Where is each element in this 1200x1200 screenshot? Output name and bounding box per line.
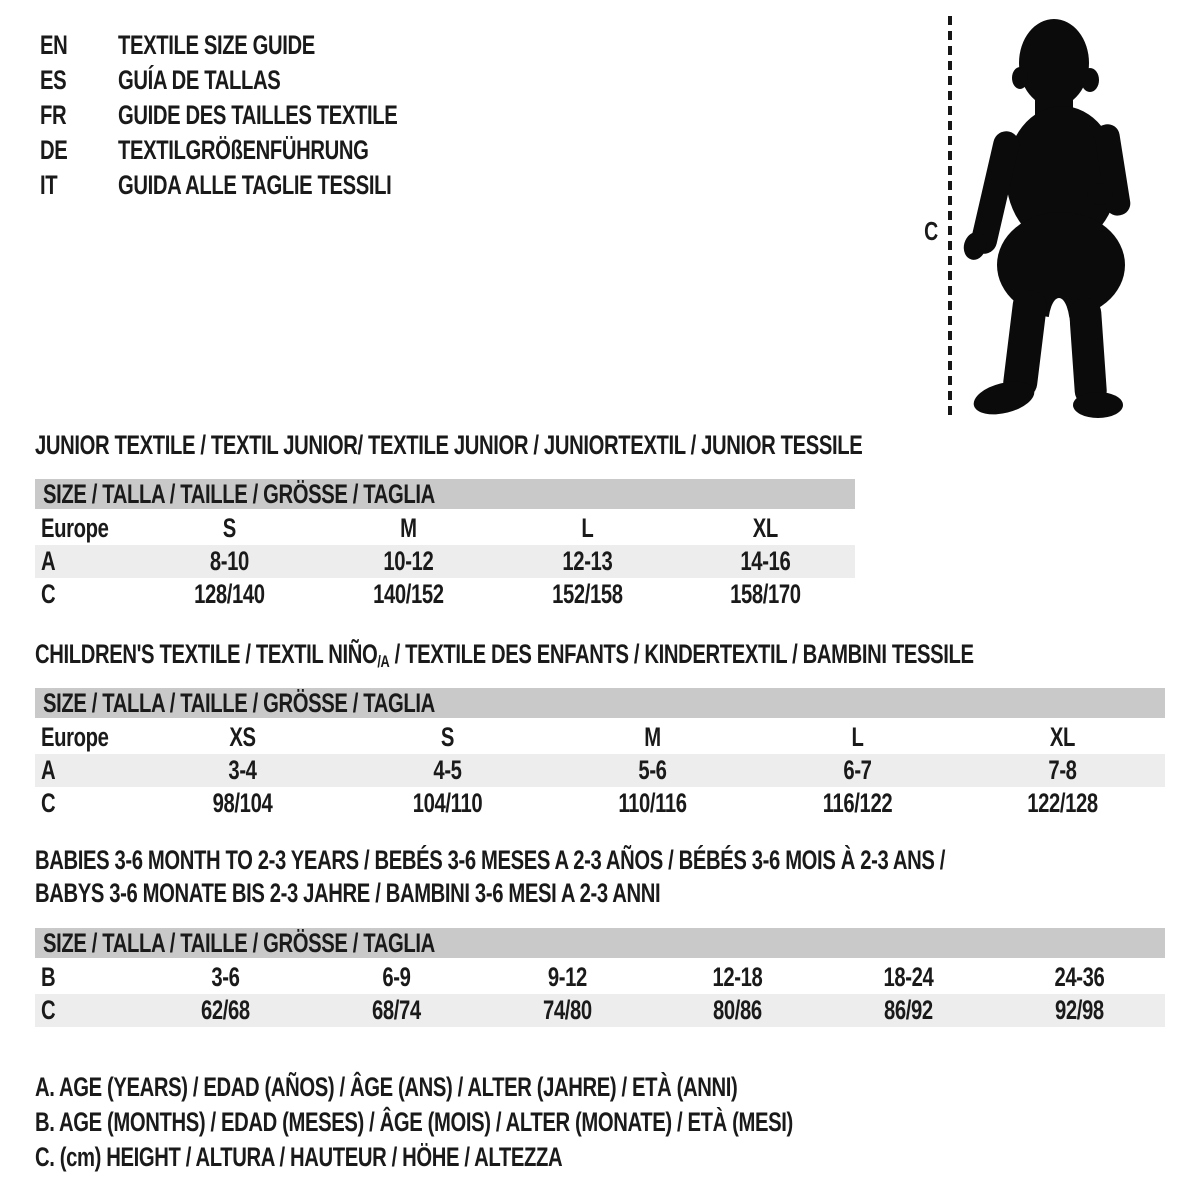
size-value: 18-24 [883,962,934,992]
size-value: 5-6 [638,755,667,785]
row-label: Europe [41,722,109,752]
junior-section-title: JUNIOR TEXTILE / TEXTIL JUNIOR/ TEXTILE JUNIOR / JUNIORTEXTIL / JUNIOR TESSILE [35,430,863,460]
language-row-en [40,28,491,63]
nino-a-subscript: /A [377,652,390,671]
size-header-bar: SIZE / TALLA / TAILLE / GRÖSSE / TAGLIA [35,928,1165,958]
language-code: IT [40,170,58,200]
row-label: C [41,579,56,609]
legend-height-cm: C. (cm) HEIGHT / ALTURA / HAUTEUR / HÖHE / ALTEZZA [35,1142,563,1172]
legend-age-months: B. AGE (MONTHS) / EDAD (MESES) / ÂGE (MOIS) / ALTER (MONATE) / ETÀ (MESI) [35,1107,793,1137]
size-value: XS [229,722,256,752]
size-value: 7-8 [1048,755,1077,785]
height-dashed-line [948,16,952,418]
size-value: 24-36 [1054,962,1105,992]
table-row [35,545,855,578]
size-value: 68/74 [371,995,421,1025]
language-row-fr [40,98,491,133]
size-value: 152/158 [551,579,623,609]
size-value: 110/116 [618,788,687,818]
guide-title-en: TEXTILE SIZE GUIDE [118,30,315,60]
language-code: ES [40,65,67,95]
size-value: 3-4 [228,755,257,785]
row-label: C [41,788,56,818]
size-value: 6-7 [843,755,872,785]
size-value: XL [1049,722,1076,752]
children-section-title: CHILDREN'S TEXTILE / TEXTIL $NIÑO_{/A}$ / TEXTILE DES ENFANTS / KINDERTEXTIL / BAMBINI TESSILE [35,639,974,671]
babies-title-line1: BABIES 3-6 MONTH TO 2-3 YEARS / BEBÉS 3-6 MESES A 2-3 AÑOS / BÉBÉS 3-6 MOIS À 2-3 ANS / [35,845,945,875]
size-value: 62/68 [201,995,250,1025]
table-row [35,512,855,545]
size-value: 104/110 [412,788,483,818]
language-code: EN [40,30,68,60]
language-code: FR [40,100,67,130]
size-value: XL [753,513,779,543]
size-value: 3-6 [211,962,240,992]
size-value: 128/140 [194,579,265,609]
size-value: M [644,722,661,752]
size-value: M [399,513,417,543]
size-value: L [580,513,593,543]
size-value: 80/86 [713,995,763,1025]
guide-title-es: GUÍA DE TALLAS [118,65,281,95]
junior-size-table [35,479,855,611]
guide-title-it: GUIDA ALLE TAGLIE TESSILI [118,170,392,200]
row-label: B [41,962,56,992]
size-value: 140/152 [372,579,444,609]
size-header-bar: SIZE / TALLA / TAILLE / GRÖSSE / TAGLIA [35,479,855,509]
row-label: A [41,546,56,576]
language-row-es [40,63,491,98]
table-row [35,961,1165,994]
size-value: 6-9 [382,962,411,992]
size-value: L [851,722,864,752]
babies-section-title [35,844,1200,910]
measurement-legend [35,1070,1045,1175]
size-value: 92/98 [1055,995,1104,1025]
guide-title-fr: GUIDE DES TAILLES TEXTILE [118,100,398,130]
children-size-table [35,688,1165,820]
legend-age-years: A. AGE (YEARS) / EDAD (AÑOS) / ÂGE (ANS) / ALTER (JAHRE) / ETÀ (ANNI) [35,1072,738,1102]
size-value: 98/104 [212,788,273,818]
size-value: 14-16 [740,546,791,576]
size-value: 8-10 [209,546,249,576]
size-value: 12-13 [561,546,612,576]
baby-silhouette-icon [962,18,1140,420]
size-value: 86/92 [884,995,934,1025]
height-measure-label: C [924,216,938,246]
size-value: S [222,513,236,543]
language-row-it [40,168,491,203]
size-value: 74/80 [542,995,592,1025]
size-value: 158/170 [730,579,801,609]
size-value: 116/122 [822,788,893,818]
size-value: S [440,722,455,752]
table-row [35,994,1165,1027]
size-header-bar: SIZE / TALLA / TAILLE / GRÖSSE / TAGLIA [35,688,1165,718]
size-value: 122/128 [1027,788,1098,818]
language-code: DE [40,135,68,165]
babies-title-line2: BABYS 3-6 MONATE BIS 2-3 JAHRE / BAMBINI 3-6 MESI A 2-3 ANNI [35,878,661,908]
size-value: 12-18 [712,962,763,992]
size-value: 10-12 [383,546,434,576]
row-label: C [41,995,56,1025]
row-label: Europe [41,513,109,543]
size-value: 4-5 [433,755,462,785]
language-title-list [40,28,491,203]
language-row-de [40,133,491,168]
guide-title-de: TEXTILGRÖßENFÜHRUNG [118,135,369,165]
babies-size-table [35,928,1165,1027]
table-row [35,578,855,611]
table-row [35,787,1165,820]
row-label: A [41,755,56,785]
table-row [35,721,1165,754]
table-row [35,754,1165,787]
size-value: 9-12 [547,962,587,992]
